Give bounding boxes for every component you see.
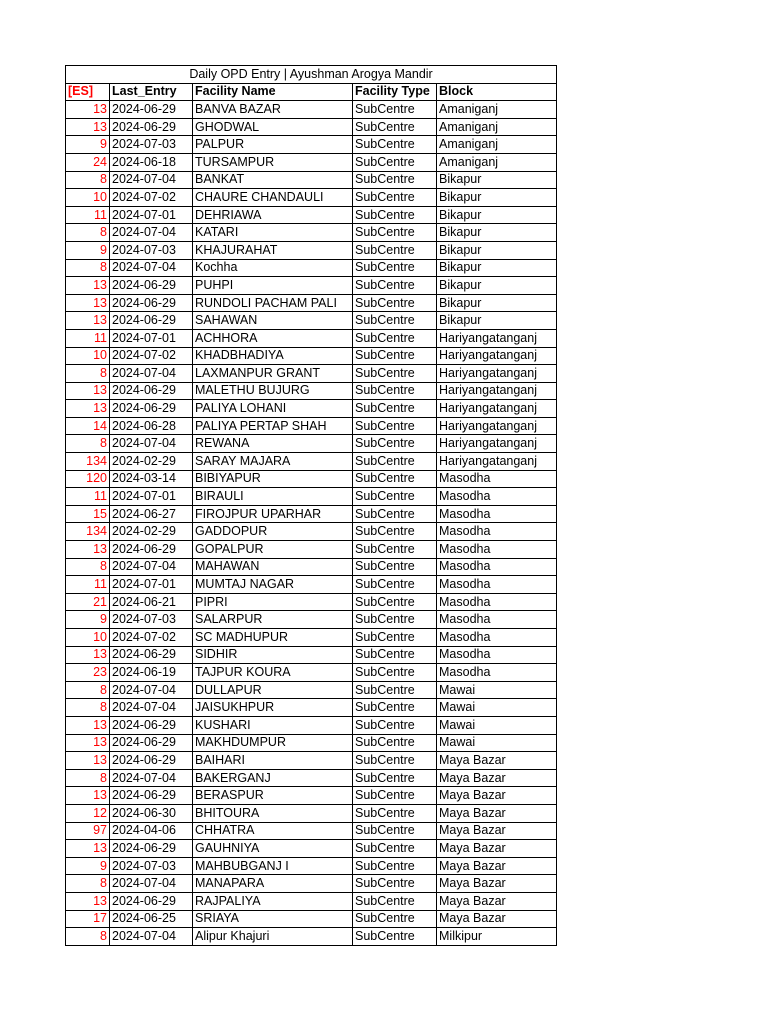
facility-name-cell: TURSAMPUR [193, 153, 353, 171]
facility-type-cell: SubCentre [353, 312, 437, 330]
block-cell: Maya Bazar [437, 857, 557, 875]
last-entry-cell: 2024-06-29 [110, 734, 193, 752]
table-row [66, 365, 557, 383]
facility-type-cell: SubCentre [353, 136, 437, 154]
facility-type-cell: SubCentre [353, 224, 437, 242]
es-cell: 13 [66, 752, 110, 770]
facility-type-cell: SubCentre [353, 453, 437, 471]
es-cell: 24 [66, 153, 110, 171]
facility-name-cell: REWANA [193, 435, 353, 453]
facility-type-cell: SubCentre [353, 470, 437, 488]
table-row [66, 470, 557, 488]
facility-type-cell: SubCentre [353, 928, 437, 946]
facility-type-cell: SubCentre [353, 646, 437, 664]
last-entry-cell: 2024-07-04 [110, 699, 193, 717]
facility-name-cell: BANKAT [193, 171, 353, 189]
facility-type-cell: SubCentre [353, 347, 437, 365]
block-cell: Masodha [437, 576, 557, 594]
table-row [66, 277, 557, 295]
block-cell: Hariyangatanganj [437, 382, 557, 400]
facility-name-cell: Kochha [193, 259, 353, 277]
table-row [66, 136, 557, 154]
last-entry-cell: 2024-06-28 [110, 417, 193, 435]
block-cell: Bikapur [437, 259, 557, 277]
es-cell: 97 [66, 822, 110, 840]
es-cell: 8 [66, 558, 110, 576]
es-cell: 13 [66, 277, 110, 295]
block-cell: Masodha [437, 541, 557, 559]
facility-name-cell: KHAJURAHAT [193, 241, 353, 259]
last-entry-cell: 2024-07-01 [110, 576, 193, 594]
block-cell: Milkipur [437, 928, 557, 946]
last-entry-cell: 2024-07-01 [110, 206, 193, 224]
table-row [66, 189, 557, 207]
block-cell: Hariyangatanganj [437, 347, 557, 365]
es-cell: 13 [66, 734, 110, 752]
last-entry-cell: 2024-06-21 [110, 593, 193, 611]
facility-type-cell: SubCentre [353, 611, 437, 629]
block-cell: Maya Bazar [437, 752, 557, 770]
block-cell: Bikapur [437, 189, 557, 207]
block-cell: Amaniganj [437, 101, 557, 119]
block-cell: Hariyangatanganj [437, 329, 557, 347]
table-row [66, 629, 557, 647]
es-cell: 134 [66, 523, 110, 541]
es-cell: 17 [66, 910, 110, 928]
table-row [66, 593, 557, 611]
facility-name-cell: CHAURE CHANDAULI [193, 189, 353, 207]
facility-type-cell: SubCentre [353, 699, 437, 717]
block-cell: Maya Bazar [437, 804, 557, 822]
block-cell: Mawai [437, 699, 557, 717]
block-cell: Hariyangatanganj [437, 365, 557, 383]
facility-name-cell: BIRAULI [193, 488, 353, 506]
block-cell: Bikapur [437, 312, 557, 330]
facility-type-cell: SubCentre [353, 664, 437, 682]
last-entry-cell: 2024-06-29 [110, 752, 193, 770]
last-entry-cell: 2024-07-03 [110, 611, 193, 629]
facility-type-cell: SubCentre [353, 329, 437, 347]
table-row [66, 646, 557, 664]
facility-name-cell: CHHATRA [193, 822, 353, 840]
facility-name-cell: Alipur Khajuri [193, 928, 353, 946]
table-row [66, 910, 557, 928]
facility-type-cell: SubCentre [353, 118, 437, 136]
last-entry-cell: 2024-06-29 [110, 118, 193, 136]
facility-name-cell: RUNDOLI PACHAM PALI [193, 294, 353, 312]
facility-type-cell: SubCentre [353, 523, 437, 541]
last-entry-cell: 2024-06-29 [110, 277, 193, 295]
block-cell: Hariyangatanganj [437, 417, 557, 435]
last-entry-cell: 2024-07-04 [110, 681, 193, 699]
block-cell: Masodha [437, 558, 557, 576]
es-cell: 120 [66, 470, 110, 488]
es-cell: 8 [66, 875, 110, 893]
facility-type-cell: SubCentre [353, 716, 437, 734]
table-row [66, 259, 557, 277]
facility-type-cell: SubCentre [353, 101, 437, 119]
last-entry-cell: 2024-06-29 [110, 646, 193, 664]
facility-type-cell: SubCentre [353, 769, 437, 787]
es-cell: 9 [66, 136, 110, 154]
header-facility-name: Facility Name [193, 83, 353, 101]
es-cell: 13 [66, 101, 110, 119]
block-cell: Bikapur [437, 206, 557, 224]
es-cell: 13 [66, 312, 110, 330]
es-cell: 8 [66, 928, 110, 946]
facility-name-cell: PALPUR [193, 136, 353, 154]
block-cell: Bikapur [437, 224, 557, 242]
es-cell: 11 [66, 488, 110, 506]
facility-type-cell: SubCentre [353, 752, 437, 770]
facility-name-cell: GHODWAL [193, 118, 353, 136]
es-cell: 21 [66, 593, 110, 611]
block-cell: Hariyangatanganj [437, 435, 557, 453]
es-cell: 13 [66, 716, 110, 734]
facility-type-cell: SubCentre [353, 277, 437, 295]
table-row [66, 716, 557, 734]
last-entry-cell: 2024-07-04 [110, 365, 193, 383]
table-row [66, 435, 557, 453]
facility-name-cell: SIDHIR [193, 646, 353, 664]
last-entry-cell: 2024-06-18 [110, 153, 193, 171]
es-cell: 14 [66, 417, 110, 435]
last-entry-cell: 2024-07-03 [110, 857, 193, 875]
opd-entry-table [65, 65, 557, 946]
facility-type-cell: SubCentre [353, 910, 437, 928]
facility-name-cell: BAKERGANJ [193, 769, 353, 787]
block-cell: Mawai [437, 716, 557, 734]
facility-type-cell: SubCentre [353, 488, 437, 506]
facility-name-cell: BERASPUR [193, 787, 353, 805]
table-row [66, 787, 557, 805]
facility-name-cell: MANAPARA [193, 875, 353, 893]
block-cell: Maya Bazar [437, 910, 557, 928]
es-cell: 8 [66, 769, 110, 787]
facility-type-cell: SubCentre [353, 435, 437, 453]
block-cell: Amaniganj [437, 153, 557, 171]
table-row [66, 118, 557, 136]
facility-name-cell: DULLAPUR [193, 681, 353, 699]
facility-type-cell: SubCentre [353, 681, 437, 699]
table-body [66, 101, 557, 946]
table-row [66, 558, 557, 576]
facility-name-cell: MAHBUBGANJ I [193, 857, 353, 875]
facility-name-cell: SALARPUR [193, 611, 353, 629]
facility-name-cell: PUHPI [193, 277, 353, 295]
table-row [66, 541, 557, 559]
facility-name-cell: PALIYA LOHANI [193, 400, 353, 418]
table-row [66, 453, 557, 471]
last-entry-cell: 2024-06-25 [110, 910, 193, 928]
last-entry-cell: 2024-03-14 [110, 470, 193, 488]
block-cell: Amaniganj [437, 118, 557, 136]
facility-name-cell: BHITOURA [193, 804, 353, 822]
title-row [66, 66, 557, 84]
block-cell: Masodha [437, 488, 557, 506]
last-entry-cell: 2024-07-02 [110, 189, 193, 207]
header-last-entry: Last_Entry [110, 83, 193, 101]
facility-type-cell: SubCentre [353, 171, 437, 189]
es-cell: 13 [66, 400, 110, 418]
facility-type-cell: SubCentre [353, 593, 437, 611]
header-es: [ES] [66, 83, 110, 101]
es-cell: 8 [66, 224, 110, 242]
facility-name-cell: RAJPALIYA [193, 892, 353, 910]
es-cell: 8 [66, 681, 110, 699]
table-row [66, 664, 557, 682]
es-cell: 15 [66, 505, 110, 523]
es-cell: 10 [66, 189, 110, 207]
last-entry-cell: 2024-02-29 [110, 523, 193, 541]
facility-type-cell: SubCentre [353, 804, 437, 822]
table-row [66, 804, 557, 822]
block-cell: Maya Bazar [437, 840, 557, 858]
block-cell: Bikapur [437, 241, 557, 259]
table-row [66, 312, 557, 330]
block-cell: Bikapur [437, 294, 557, 312]
es-cell: 23 [66, 664, 110, 682]
es-cell: 8 [66, 435, 110, 453]
table-row [66, 857, 557, 875]
last-entry-cell: 2024-07-04 [110, 259, 193, 277]
facility-type-cell: SubCentre [353, 153, 437, 171]
facility-name-cell: SRIAYA [193, 910, 353, 928]
es-cell: 8 [66, 171, 110, 189]
es-cell: 9 [66, 241, 110, 259]
table-row [66, 734, 557, 752]
block-cell: Masodha [437, 646, 557, 664]
table-row [66, 576, 557, 594]
facility-name-cell: KHADBHADIYA [193, 347, 353, 365]
facility-name-cell: LAXMANPUR GRANT [193, 365, 353, 383]
table-row [66, 892, 557, 910]
block-cell: Masodha [437, 523, 557, 541]
sheet-title: Daily OPD Entry | Ayushman Arogya Mandir [66, 66, 557, 84]
es-cell: 9 [66, 857, 110, 875]
table-row [66, 523, 557, 541]
facility-type-cell: SubCentre [353, 365, 437, 383]
header-facility-type: Facility Type [353, 83, 437, 101]
last-entry-cell: 2024-06-29 [110, 382, 193, 400]
table-row [66, 875, 557, 893]
table-row [66, 752, 557, 770]
es-cell: 134 [66, 453, 110, 471]
last-entry-cell: 2024-07-01 [110, 488, 193, 506]
facility-type-cell: SubCentre [353, 875, 437, 893]
last-entry-cell: 2024-06-27 [110, 505, 193, 523]
facility-name-cell: SARAY MAJARA [193, 453, 353, 471]
last-entry-cell: 2024-07-02 [110, 629, 193, 647]
last-entry-cell: 2024-06-19 [110, 664, 193, 682]
last-entry-cell: 2024-07-02 [110, 347, 193, 365]
block-cell: Hariyangatanganj [437, 400, 557, 418]
table-row [66, 611, 557, 629]
last-entry-cell: 2024-06-30 [110, 804, 193, 822]
block-cell: Mawai [437, 681, 557, 699]
table-row [66, 400, 557, 418]
table-row [66, 417, 557, 435]
es-cell: 13 [66, 892, 110, 910]
table-row [66, 699, 557, 717]
facility-name-cell: KUSHARI [193, 716, 353, 734]
facility-type-cell: SubCentre [353, 629, 437, 647]
header-block: Block [437, 83, 557, 101]
block-cell: Maya Bazar [437, 769, 557, 787]
es-cell: 13 [66, 382, 110, 400]
facility-name-cell: FIROJPUR UPARHAR [193, 505, 353, 523]
facility-name-cell: MAHAWAN [193, 558, 353, 576]
facility-name-cell: GOPALPUR [193, 541, 353, 559]
last-entry-cell: 2024-07-04 [110, 171, 193, 189]
block-cell: Maya Bazar [437, 875, 557, 893]
block-cell: Masodha [437, 664, 557, 682]
es-cell: 8 [66, 699, 110, 717]
table-row [66, 224, 557, 242]
last-entry-cell: 2024-07-04 [110, 435, 193, 453]
last-entry-cell: 2024-07-03 [110, 136, 193, 154]
facility-type-cell: SubCentre [353, 787, 437, 805]
table-row [66, 840, 557, 858]
last-entry-cell: 2024-06-29 [110, 840, 193, 858]
last-entry-cell: 2024-06-29 [110, 541, 193, 559]
facility-name-cell: DEHRIAWA [193, 206, 353, 224]
last-entry-cell: 2024-06-29 [110, 400, 193, 418]
last-entry-cell: 2024-04-06 [110, 822, 193, 840]
facility-type-cell: SubCentre [353, 382, 437, 400]
facility-type-cell: SubCentre [353, 505, 437, 523]
last-entry-cell: 2024-06-29 [110, 294, 193, 312]
table-row [66, 241, 557, 259]
es-cell: 11 [66, 206, 110, 224]
facility-name-cell: MAKHDUMPUR [193, 734, 353, 752]
table-row [66, 153, 557, 171]
block-cell: Bikapur [437, 277, 557, 295]
facility-type-cell: SubCentre [353, 417, 437, 435]
facility-name-cell: KATARI [193, 224, 353, 242]
table-row [66, 505, 557, 523]
last-entry-cell: 2024-07-03 [110, 241, 193, 259]
last-entry-cell: 2024-06-29 [110, 892, 193, 910]
facility-name-cell: MALETHU BUJURG [193, 382, 353, 400]
header-row [66, 83, 557, 101]
facility-type-cell: SubCentre [353, 734, 437, 752]
facility-name-cell: SC MADHUPUR [193, 629, 353, 647]
last-entry-cell: 2024-07-04 [110, 928, 193, 946]
facility-name-cell: MUMTAJ NAGAR [193, 576, 353, 594]
block-cell: Hariyangatanganj [437, 453, 557, 471]
es-cell: 13 [66, 840, 110, 858]
table-row [66, 101, 557, 119]
es-cell: 9 [66, 611, 110, 629]
facility-name-cell: PALIYA PERTAP SHAH [193, 417, 353, 435]
facility-type-cell: SubCentre [353, 400, 437, 418]
facility-type-cell: SubCentre [353, 558, 437, 576]
table-row [66, 206, 557, 224]
last-entry-cell: 2024-02-29 [110, 453, 193, 471]
block-cell: Masodha [437, 611, 557, 629]
facility-type-cell: SubCentre [353, 892, 437, 910]
facility-name-cell: GADDOPUR [193, 523, 353, 541]
table-row [66, 294, 557, 312]
table-row [66, 488, 557, 506]
last-entry-cell: 2024-06-29 [110, 787, 193, 805]
last-entry-cell: 2024-06-29 [110, 312, 193, 330]
table-row [66, 769, 557, 787]
facility-name-cell: GAUHNIYA [193, 840, 353, 858]
last-entry-cell: 2024-06-29 [110, 716, 193, 734]
facility-type-cell: SubCentre [353, 259, 437, 277]
block-cell: Maya Bazar [437, 787, 557, 805]
es-cell: 13 [66, 646, 110, 664]
last-entry-cell: 2024-07-04 [110, 224, 193, 242]
facility-type-cell: SubCentre [353, 541, 437, 559]
table-row [66, 928, 557, 946]
last-entry-cell: 2024-07-04 [110, 875, 193, 893]
facility-name-cell: PIPRI [193, 593, 353, 611]
table-row [66, 681, 557, 699]
facility-name-cell: BANVA BAZAR [193, 101, 353, 119]
facility-type-cell: SubCentre [353, 840, 437, 858]
facility-name-cell: TAJPUR KOURA [193, 664, 353, 682]
table-row [66, 171, 557, 189]
es-cell: 12 [66, 804, 110, 822]
facility-name-cell: SAHAWAN [193, 312, 353, 330]
block-cell: Mawai [437, 734, 557, 752]
facility-type-cell: SubCentre [353, 206, 437, 224]
facility-type-cell: SubCentre [353, 822, 437, 840]
es-cell: 13 [66, 294, 110, 312]
block-cell: Masodha [437, 505, 557, 523]
es-cell: 13 [66, 118, 110, 136]
table-row [66, 822, 557, 840]
es-cell: 8 [66, 259, 110, 277]
es-cell: 11 [66, 576, 110, 594]
last-entry-cell: 2024-07-04 [110, 558, 193, 576]
block-cell: Bikapur [437, 171, 557, 189]
facility-type-cell: SubCentre [353, 576, 437, 594]
facility-type-cell: SubCentre [353, 241, 437, 259]
es-cell: 10 [66, 347, 110, 365]
facility-name-cell: BIBIYAPUR [193, 470, 353, 488]
facility-name-cell: BAIHARI [193, 752, 353, 770]
last-entry-cell: 2024-07-01 [110, 329, 193, 347]
block-cell: Masodha [437, 629, 557, 647]
es-cell: 13 [66, 541, 110, 559]
facility-type-cell: SubCentre [353, 294, 437, 312]
facility-type-cell: SubCentre [353, 189, 437, 207]
table-row [66, 329, 557, 347]
block-cell: Masodha [437, 470, 557, 488]
facility-name-cell: JAISUKHPUR [193, 699, 353, 717]
table-row [66, 382, 557, 400]
es-cell: 11 [66, 329, 110, 347]
block-cell: Amaniganj [437, 136, 557, 154]
last-entry-cell: 2024-07-04 [110, 769, 193, 787]
es-cell: 10 [66, 629, 110, 647]
block-cell: Maya Bazar [437, 892, 557, 910]
facility-type-cell: SubCentre [353, 857, 437, 875]
facility-name-cell: ACHHORA [193, 329, 353, 347]
table-row [66, 347, 557, 365]
block-cell: Masodha [437, 593, 557, 611]
block-cell: Maya Bazar [437, 822, 557, 840]
es-cell: 13 [66, 787, 110, 805]
last-entry-cell: 2024-06-29 [110, 101, 193, 119]
es-cell: 8 [66, 365, 110, 383]
